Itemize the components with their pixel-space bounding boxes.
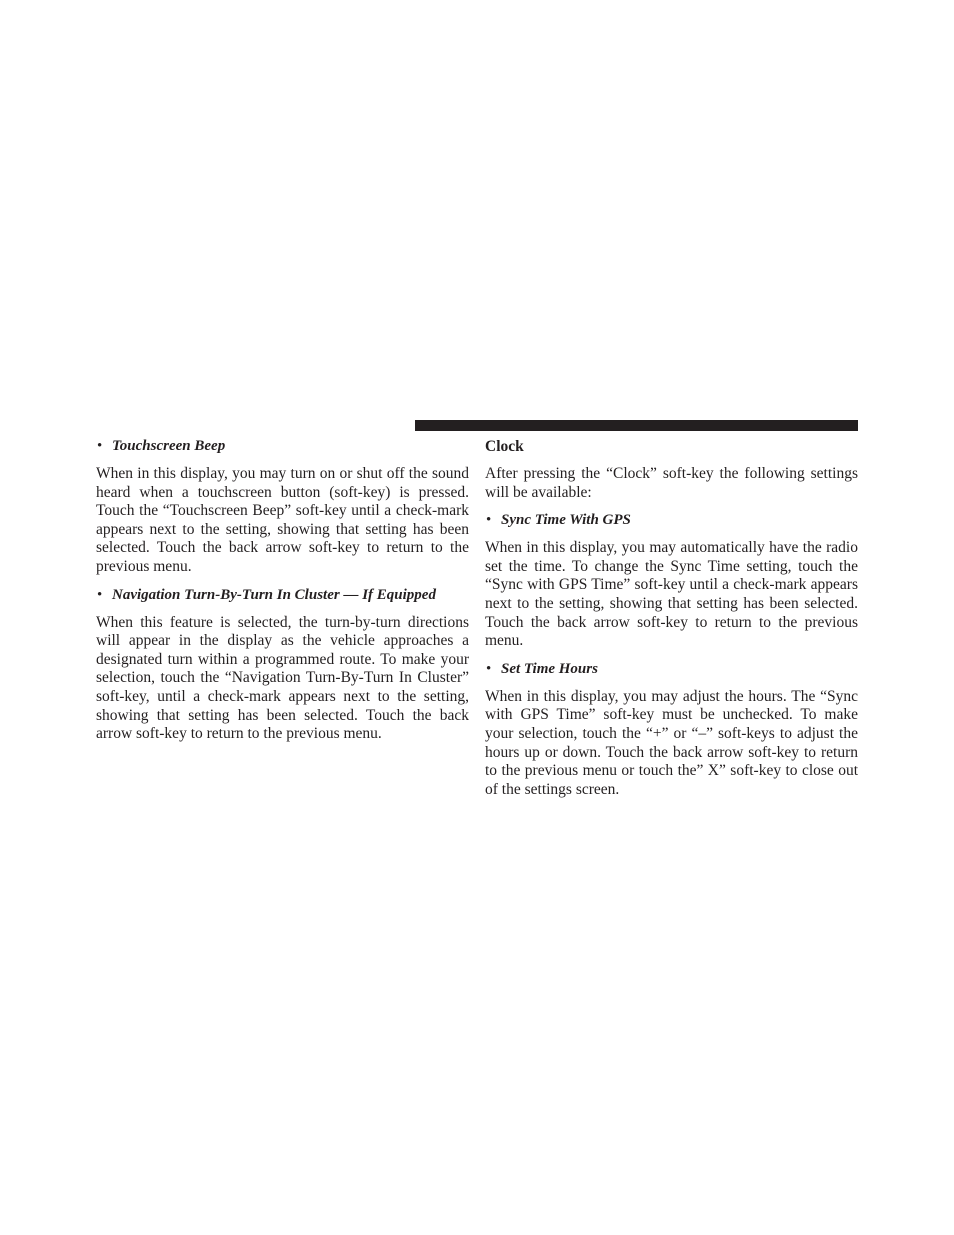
bullet-label: Set Time Hours <box>501 660 598 677</box>
left-column <box>96 437 469 753</box>
bullet-touchscreen-beep <box>96 437 469 456</box>
bullet-dot: • <box>97 586 103 603</box>
paragraph-clock-intro: After pressing the “Clock” soft-key the following settings will be available: <box>485 465 858 501</box>
right-column <box>485 437 858 808</box>
bullet-label: Touchscreen Beep <box>112 438 226 454</box>
paragraph-touchscreen-beep: When in this display, you may turn on or shut off the sound heard when a touchscreen button (soft-key) is pressed. Touch the “Touchscreen Beep” soft-key until a check-mark appears next to the setting, showing that setting has been selected. Touch the back arrow soft-key to return to the previous menu. <box>96 465 469 575</box>
paragraph-sync-time-with-gps: When in this display, you may automatically have the radio set the time. To change the Sync Time setting, touch the “Sync with GPS Time” soft-key until a check-mark appears next to the setting, showing that setting has been selected. Touch the back arrow soft-key to return to the previous menu. <box>485 539 858 650</box>
paragraph-navigation-turn-by-turn: When this feature is selected, the turn-by-turn directions will appear in the display as the vehicle approaches a designated turn within a programmed route. To make your selection, touch the “Navigation Turn-By-Turn In Cluster” soft-key, until a check-mark appears next to the setting, showing that setting has been selected. Touch the back arrow soft-key to return to the previous menu. <box>96 613 469 743</box>
section-header-bar <box>415 420 858 431</box>
bullet-set-time-hours <box>485 660 858 679</box>
section-heading-clock: Clock <box>485 438 524 455</box>
bullet-label: Navigation Turn-By-Turn In Cluster — If Equipped <box>112 586 436 603</box>
paragraph-set-time-hours: When in this display, you may adjust the hours. The “Sync with GPS Time” soft-key must be unchecked. To make your selection, touch the “+” or “–” soft-keys to adjust the hours up or down. Touch the back arrow soft-key to return to the previous menu or touch the” X” soft-key to close out of the settings screen. <box>485 687 858 798</box>
bullet-navigation-turn-by-turn <box>96 586 469 605</box>
bullet-dot: • <box>486 512 492 529</box>
bullet-sync-time-with-gps <box>485 511 858 530</box>
bullet-dot: • <box>97 438 103 454</box>
bullet-label: Sync Time With GPS <box>501 512 631 529</box>
bullet-dot: • <box>486 660 492 677</box>
